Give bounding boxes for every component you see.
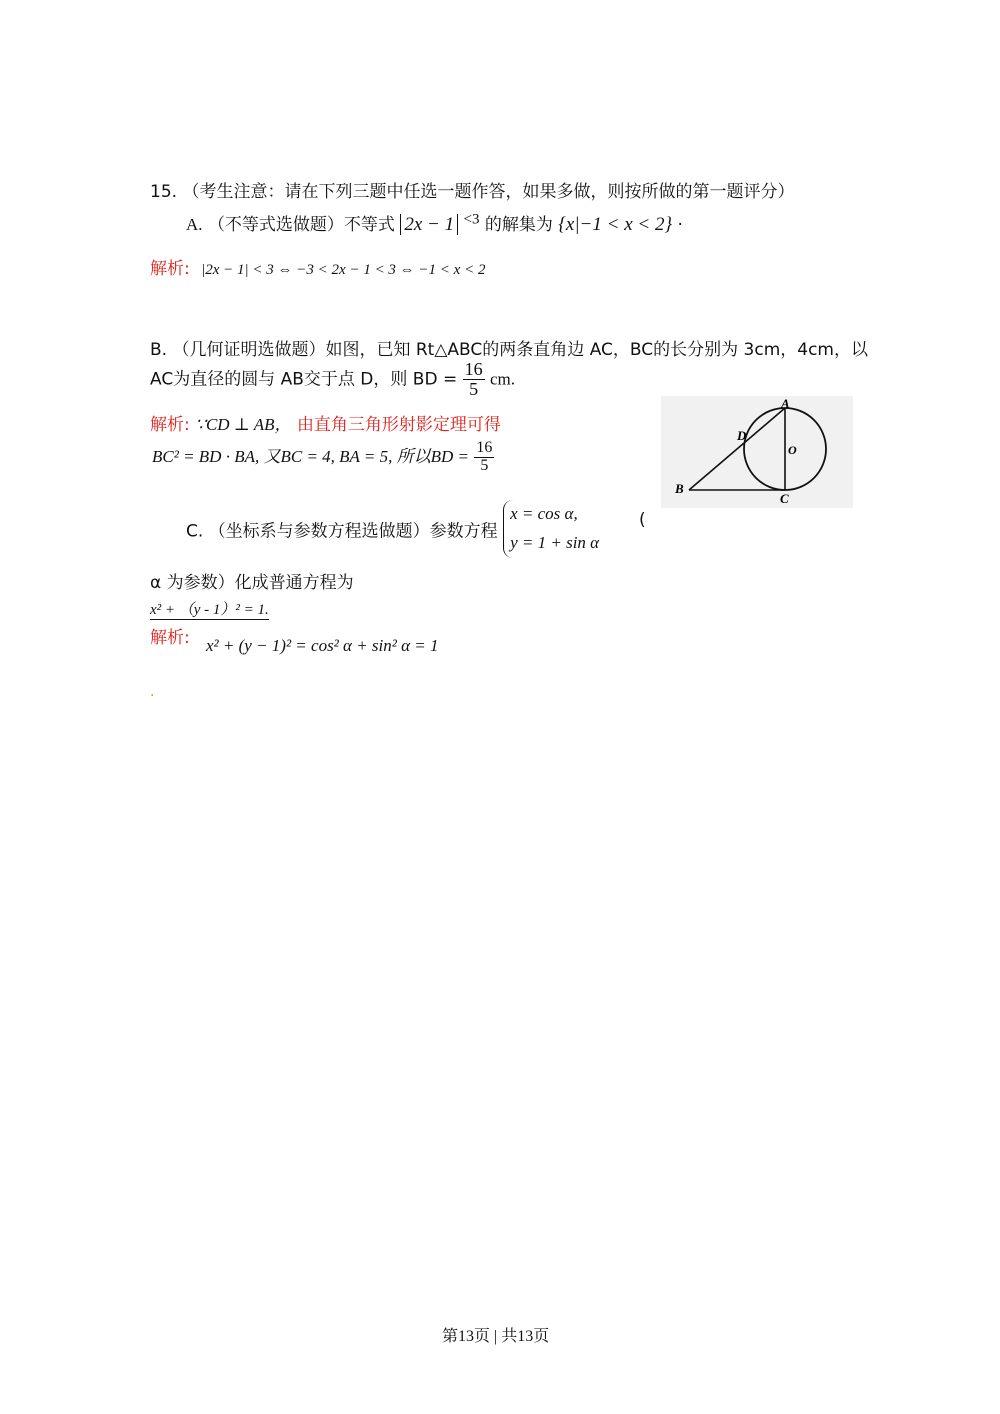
figure-label-a: A <box>781 396 790 411</box>
part-a-solution-label: 解析: <box>150 259 190 279</box>
figure-label-c: C <box>780 491 789 506</box>
part-b-solution-label: 解析: <box>150 415 190 435</box>
part-b-answer-fraction <box>463 360 485 399</box>
part-c-answer: x² + （y - 1）² = 1. <box>150 598 269 620</box>
part-c-equation-system <box>503 500 599 558</box>
part-a-solution <box>150 254 485 279</box>
figure-label-o: O <box>788 443 797 457</box>
part-b-solution-reason: 由直角三角形射影定理可得 <box>296 415 501 435</box>
question-15-header: 15. （考生注意：请在下列三题中任选一题作答，如果多做，则按所做的第一题评分） <box>150 182 795 202</box>
part-b-fraction-denominator: 5 <box>469 378 479 399</box>
part-a-inequality: <3 <box>463 211 480 228</box>
part-c-question <box>186 500 599 558</box>
part-b-question-line2 <box>150 360 515 399</box>
part-a-label: A. <box>186 215 203 234</box>
part-c-equation-y: y = 1 + sin α <box>510 532 600 552</box>
part-b-solution-numerator: 16 <box>476 439 493 456</box>
stray-dot: · <box>150 688 155 704</box>
part-b-unit: cm. <box>490 369 516 389</box>
part-c-solution <box>150 623 190 648</box>
part-b-question-line1: B. （几何证明选做题）如图，已知 Rt△ABC的两条直角边 AC，BC的长分别为 3cm，4cm，以 <box>150 340 868 360</box>
part-a-answer-intro: 的解集为 <box>484 215 553 235</box>
part-a-solution-math: |2x − 1| < 3 ⇔ −3 < 2x − 1 < 3 ⇔ −1 < x < 2 <box>201 262 486 278</box>
part-a-expression: 2x − 1 <box>400 214 458 235</box>
part-b-solution-equation: BC² = BD · BA, 又BC = 4, BA = 5, 所以BD = <box>152 446 469 466</box>
part-b-solution-line2 <box>152 440 494 475</box>
part-a-end: · <box>677 215 683 235</box>
part-b-solution-premise: ∵CD ⊥ AB， <box>195 415 292 434</box>
page-footer: 第13页 | 共13页 <box>442 1328 550 1345</box>
geometry-figure <box>661 396 853 508</box>
part-c-equation-x: x = cos α, <box>510 504 578 523</box>
part-c-solution-label: 解析: <box>150 628 190 648</box>
part-c-solution-math: x² + (y − 1)² = cos² α + sin² α = 1 <box>206 636 439 655</box>
part-c-question-line2: α 为参数）化成普通方程为 <box>150 573 354 593</box>
part-b-solution-fraction <box>474 440 494 475</box>
figure-label-d: D <box>737 428 747 443</box>
part-c-paren-open: ( <box>639 510 646 530</box>
part-a-question <box>186 210 683 236</box>
figure-label-b: B <box>675 481 684 496</box>
geometry-figure-svg <box>661 396 853 508</box>
part-b-solution-line1 <box>150 410 501 435</box>
figure-hypotenuse-ab <box>689 408 785 490</box>
part-c-prompt: C. （坐标系与参数方程选做题）参数方程 <box>186 521 498 542</box>
part-a-prompt: （不等式选做题）不等式 <box>207 215 395 235</box>
part-b-solution-denominator: 5 <box>480 456 489 474</box>
part-a-answer: {x|−1 < x < 2} <box>558 214 673 235</box>
part-b-fraction-numerator: 16 <box>464 359 483 379</box>
part-b-line2-text: AC为直径的圆与 AB交于点 D，则 BD = <box>150 369 458 390</box>
